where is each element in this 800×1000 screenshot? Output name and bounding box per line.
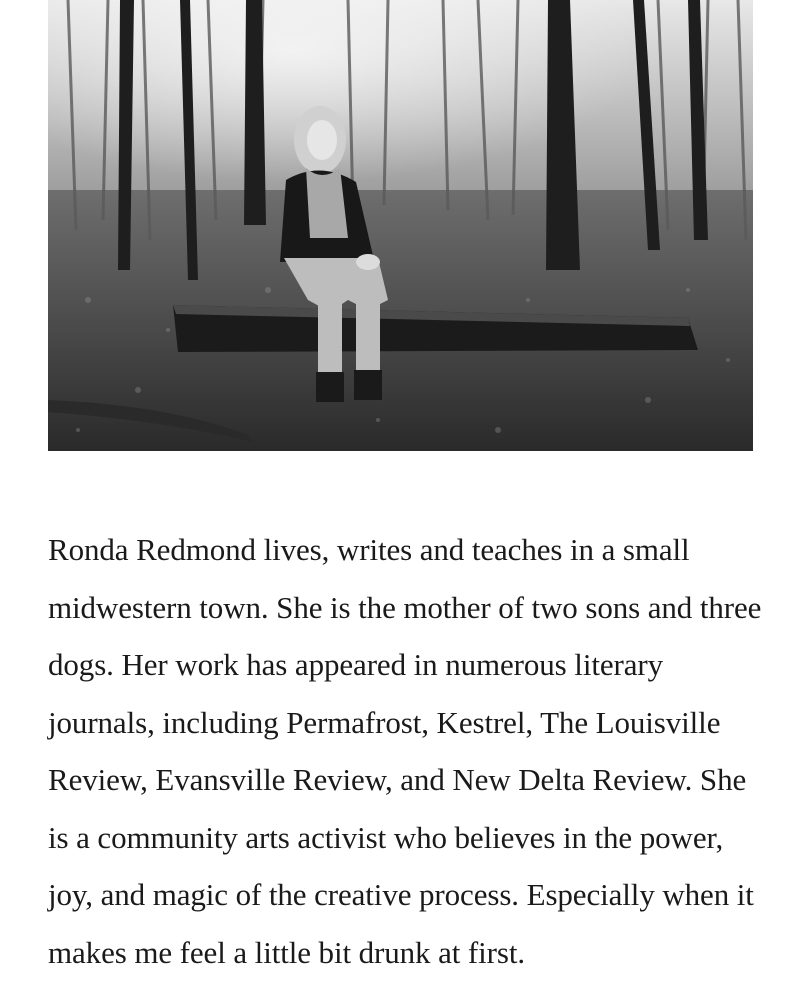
author-portrait-photo <box>48 0 753 451</box>
portrait-photo-icon <box>48 0 753 451</box>
author-bio: Ronda Redmond lives, writes and teaches in a small midwestern town. She is the mother of two sons and three dogs. Her work has appeared in numerous literary journals, including Permafrost, Kestrel, The Louisville Review, Evansville Review, and New Delta Review. She is a community arts activist who believes in the power, joy, and magic of the creative process. Especially when it makes me feel a little bit drunk at first. <box>48 532 762 970</box>
